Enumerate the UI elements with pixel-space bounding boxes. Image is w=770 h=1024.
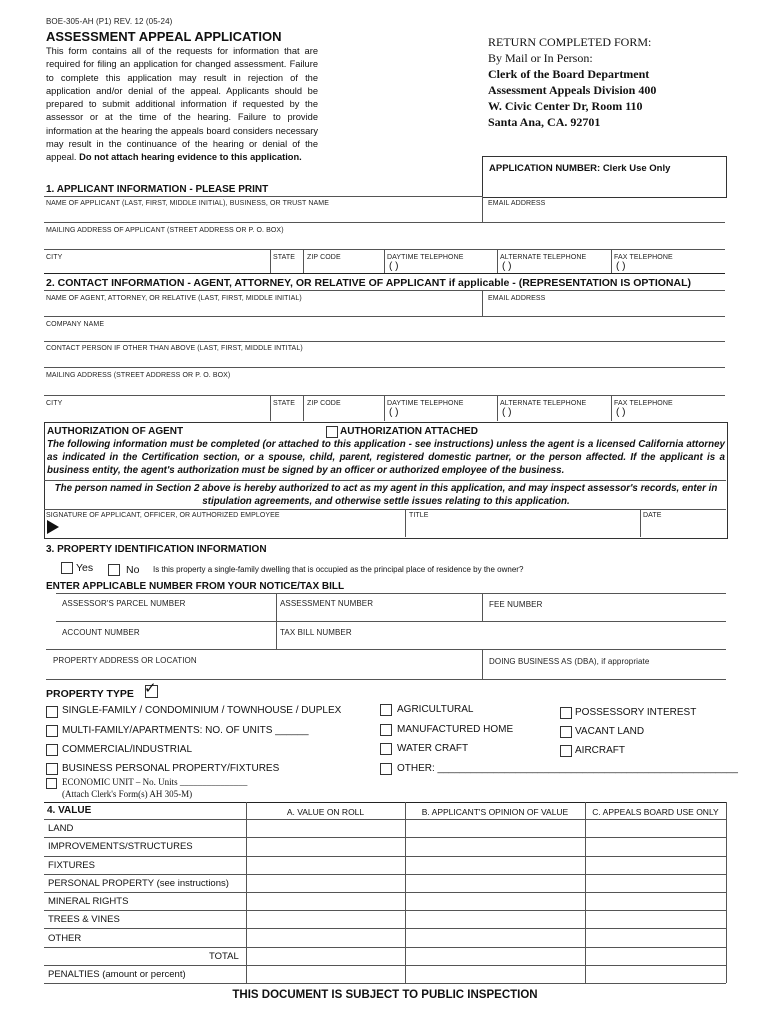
fee-number-field[interactable]: FEE NUMBER (489, 600, 543, 609)
agent-name-field[interactable]: NAME OF AGENT, ATTORNEY, OR RELATIVE (LAST, FIRST, MIDDLE INITIAL) (46, 295, 302, 302)
authorization-statement: The person named in Section 2 above is hereby authorized to act as my agent in this application, and may inspect assessor's records, enter in stipulation agreements, and otherwise settle issues relating to this application. (54, 483, 718, 507)
economic-unit-note: (Attach Clerk's Form(s) AH 305-M) (62, 789, 193, 799)
commercial-checkbox[interactable] (46, 744, 58, 756)
other-checkbox[interactable] (380, 763, 392, 775)
row-personal-property: PERSONAL PROPERTY (see instructions) (48, 878, 229, 889)
section2-title: 2. CONTACT INFORMATION - AGENT, ATTORNEY, OR RELATIVE OF APPLICANT if applicable - (REPRESENTATION IS OPTIONAL) (46, 277, 691, 289)
yes-checkbox[interactable] (61, 562, 73, 574)
agent-daytime-phone[interactable]: DAYTIME TELEPHONE (387, 400, 464, 407)
section1-title: 1. APPLICANT INFORMATION - PLEASE PRINT (46, 184, 269, 195)
section3-title: 3. PROPERTY IDENTIFICATION INFORMATION (46, 544, 267, 555)
property-type-title: PROPERTY TYPE (46, 688, 134, 700)
aircraft-checkbox[interactable] (560, 745, 572, 757)
dba-field[interactable]: DOING BUSINESS AS (DBA), if appropriate (489, 657, 650, 666)
section4-title: 4. VALUE (47, 805, 92, 816)
multi-family-checkbox[interactable] (46, 725, 58, 737)
multi-family-label: MULTI-FAMILY/APARTMENTS: NO. OF UNITS ______ (62, 725, 309, 736)
manufactured-home-label: MANUFACTURED HOME (397, 724, 514, 735)
agent-city-field[interactable]: CITY (46, 400, 63, 407)
appeals-board-header: C. APPEALS BOARD USE ONLY (592, 807, 719, 817)
applicant-city-field[interactable]: CITY (46, 254, 63, 261)
signer-title-field[interactable]: TITLE (409, 512, 429, 519)
single-family-checkbox[interactable] (46, 706, 58, 718)
vacant-land-checkbox[interactable] (560, 726, 572, 738)
economic-unit-label: ECONOMIC UNIT – No. Units _______________ (62, 777, 248, 787)
enter-number-heading: ENTER APPLICABLE NUMBER FROM YOUR NOTICE/TAX BILL (46, 581, 345, 592)
form-title: ASSESSMENT APPEAL APPLICATION (46, 29, 282, 44)
assessment-number-field[interactable]: ASSESSMENT NUMBER (280, 599, 374, 608)
applicant-alternate-phone[interactable]: ALTERNATE TELEPHONE (500, 254, 587, 261)
authorization-instructions: The following information must be completed (or attached to this application - see instructions) unless the agent is a licensed California attorney as indicated in the Certification section, or a spouse, child, parent, registered domestic partner, or the person affected. If the applicant is a business entity, the agent's authorization must be signed by an officer or authorized employee of the business. (47, 439, 725, 476)
phone-parens: ( ) (502, 261, 512, 272)
checkmark-icon: ✓ (144, 680, 157, 697)
account-number-field[interactable]: ACCOUNT NUMBER (62, 628, 140, 637)
signature-date-field[interactable]: DATE (643, 512, 662, 519)
applicant-fax-phone[interactable]: FAX TELEPHONE (614, 254, 673, 261)
applicant-name-field[interactable]: NAME OF APPLICANT (LAST, FIRST, MIDDLE INITIAL), BUSINESS, OR TRUST NAME (46, 200, 329, 207)
form-id: BOE-305-AH (P1) REV. 12 (05-24) (46, 17, 173, 26)
application-number-box[interactable]: APPLICATION NUMBER: Clerk Use Only (482, 156, 727, 198)
row-fixtures: FIXTURES (48, 860, 95, 871)
signature-field[interactable]: SIGNATURE OF APPLICANT, OFFICER, OR AUTHORIZED EMPLOYEE (46, 512, 280, 519)
row-trees-vines: TREES & VINES (48, 914, 120, 925)
possessory-interest-label: POSSESSORY INTEREST (575, 707, 697, 718)
vacant-land-label: VACANT LAND (575, 726, 645, 737)
row-mineral-rights: MINERAL RIGHTS (48, 896, 129, 907)
return-address: RETURN COMPLETED FORM: By Mail or In Person: Clerk of the Board Department Assessment Appeals Division 400 W. Civic Center Dr, Room 110 Santa Ana, CA. 92701 (488, 35, 657, 129)
manufactured-home-checkbox[interactable] (380, 724, 392, 736)
authorization-attached-checkbox[interactable] (326, 426, 338, 438)
row-other: OTHER (48, 933, 82, 944)
economic-unit-checkbox[interactable] (46, 778, 57, 789)
applicant-zip-field[interactable]: ZIP CODE (307, 254, 341, 261)
possessory-interest-checkbox[interactable] (560, 707, 572, 719)
agent-state-field[interactable]: STATE (273, 400, 296, 407)
agent-fax-phone[interactable]: FAX TELEPHONE (614, 400, 673, 407)
intro-text: This form contains all of the requests for information that are required for filing an application for changed assessment. Failure to complete this application may result in rejection of the application and/or denial of the appeal. Applicants should be prepared to submit additional information if requested by the assessor or at the time of the hearing. Failure to provide information at the hearing the appeals board considers necessary may result in the continuance of the hearing or denial of the appeal. Do not attach hearing evidence to this application. (46, 46, 318, 163)
phone-parens: ( ) (616, 407, 626, 418)
applicant-email-field[interactable]: EMAIL ADDRESS (488, 200, 546, 207)
agent-zip-field[interactable]: ZIP CODE (307, 400, 341, 407)
other-label[interactable]: OTHER: ______________________________________________________ (397, 763, 738, 774)
parcel-number-field[interactable]: ASSESSOR'S PARCEL NUMBER (62, 599, 186, 608)
agent-alternate-phone[interactable]: ALTERNATE TELEPHONE (500, 400, 587, 407)
applicant-opinion-header: B. APPLICANT'S OPINION OF VALUE (421, 807, 569, 817)
aircraft-label: AIRCRAFT (575, 745, 625, 756)
water-craft-label: WATER CRAFT (397, 743, 469, 754)
property-address-field[interactable]: PROPERTY ADDRESS OR LOCATION (53, 656, 197, 665)
authorization-attached-label: AUTHORIZATION ATTACHED (340, 426, 478, 437)
water-craft-checkbox[interactable] (380, 743, 392, 755)
residence-question: Is this property a single-family dwelling that is occupied as the principal place of residence by the owner? (153, 565, 524, 574)
signature-arrow-icon (47, 520, 59, 534)
agricultural-checkbox[interactable] (380, 704, 392, 716)
phone-parens: ( ) (502, 407, 512, 418)
row-total: TOTAL (209, 951, 239, 962)
public-inspection-footer: THIS DOCUMENT IS SUBJECT TO PUBLIC INSPECTION (232, 989, 538, 1001)
row-penalties: PENALTIES (amount or percent) (48, 969, 186, 980)
row-improvements: IMPROVEMENTS/STRUCTURES (48, 841, 193, 852)
single-family-label: SINGLE-FAMILY / CONDOMINIUM / TOWNHOUSE / DUPLEX (62, 705, 342, 716)
tax-bill-number-field[interactable]: TAX BILL NUMBER (280, 628, 352, 637)
agricultural-label: AGRICULTURAL (397, 704, 474, 715)
row-land: LAND (48, 823, 74, 834)
value-on-roll-header: A. VALUE ON ROLL (286, 807, 365, 817)
phone-parens: ( ) (616, 261, 626, 272)
no-checkbox[interactable] (108, 564, 120, 576)
agent-mailing-field[interactable]: MAILING ADDRESS (STREET ADDRESS OR P. O. BOX) (46, 372, 231, 379)
authorization-title: AUTHORIZATION OF AGENT (47, 426, 184, 437)
applicant-daytime-phone[interactable]: DAYTIME TELEPHONE (387, 254, 464, 261)
applicant-mailing-field[interactable]: MAILING ADDRESS OF APPLICANT (STREET ADDRESS OR P. O. BOX) (46, 227, 284, 234)
contact-person-field[interactable]: CONTACT PERSON IF OTHER THAN ABOVE (LAST, FIRST, MIDDLE INTITAL) (46, 345, 303, 352)
no-label: No (126, 564, 140, 576)
phone-parens: ( ) (389, 261, 399, 272)
phone-parens: ( ) (389, 407, 399, 418)
business-personal-label: BUSINESS PERSONAL PROPERTY/FIXTURES (62, 763, 280, 774)
yes-label: Yes (76, 562, 94, 574)
company-name-field[interactable]: COMPANY NAME (46, 321, 105, 328)
commercial-label: COMMERCIAL/INDUSTRIAL (62, 744, 193, 755)
applicant-state-field[interactable]: STATE (273, 254, 296, 261)
agent-email-field[interactable]: EMAIL ADDRESS (488, 295, 546, 302)
business-personal-checkbox[interactable] (46, 763, 58, 775)
